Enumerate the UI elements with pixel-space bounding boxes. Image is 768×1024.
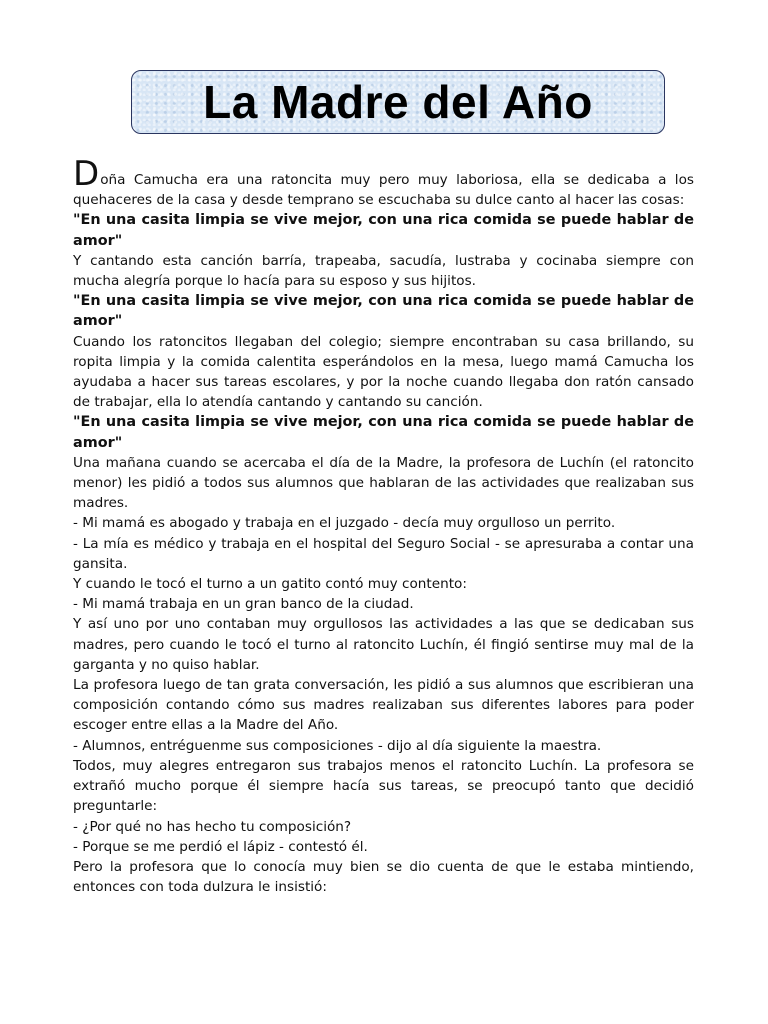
song-chorus: "En una casita limpia se vive mejor, con una rica comida se puede hablar de amor"	[73, 414, 694, 451]
dialogue-line: - Mi mamá trabaja en un gran banco de la ciudad.	[73, 596, 414, 613]
page-title: La Madre del Año	[203, 76, 593, 128]
paragraph: Y cuando le tocó el turno a un gatito contó muy contento:	[73, 576, 467, 593]
dialogue-line: - Mi mamá es abogado y trabaja en el juzgado - decía muy orgulloso un perrito.	[73, 515, 616, 532]
story-body	[73, 154, 694, 897]
dialogue-line: - ¿Por qué no has hecho tu composición?	[73, 818, 352, 835]
paragraph: La profesora luego de tan grata conversación, les pidió a sus alumnos que escribieran una composición contando cómo sus madres realizaban sus diferentes labores para poder escoger entre ellas a la Madre del Año.	[73, 677, 694, 734]
dialogue-line: - Alumnos, entréguenme sus composiciones - dijo al día siguiente la maestra.	[73, 737, 602, 754]
drop-cap: D	[73, 154, 100, 194]
song-chorus: "En una casita limpia se vive mejor, con una rica comida se puede hablar de amor"	[73, 212, 694, 249]
dialogue-line: - Porque se me perdió el lápiz - contestó él.	[73, 838, 368, 855]
paragraph: Pero la profesora que lo conocía muy bien se dio cuenta de que le estaba mintiendo, entonces con toda dulzura le insistió:	[73, 858, 694, 896]
paragraph: Una mañana cuando se acercaba el día de la Madre, la profesora de Luchín (el ratoncito menor) les pidió a todos sus alumnos que hablaran de las actividades que realizaban sus madres.	[73, 454, 694, 512]
paragraph: Y cantando esta canción barría, trapeaba, sacudía, lustraba y cocinaba siempre con mucha alegría porque lo hacía para su esposo y sus hijitos.	[73, 252, 694, 290]
title-banner	[131, 70, 665, 134]
paragraph: Todos, muy alegres entregaron sus trabajos menos el ratoncito Luchín. La profesora se extrañó mucho porque él siempre hacía sus tareas, se preocupó tanto que decidió preguntarle:	[73, 757, 694, 815]
paragraph: Y así uno por uno contaban muy orgullosos las actividades a las que se dedicaban sus madres, pero cuando le tocó el turno al ratoncito Luchín, él fingió sentirse muy mal de la garganta y no quiso hablar.	[73, 616, 694, 673]
paragraph-intro	[73, 154, 694, 210]
paragraph: Cuando los ratoncitos llegaban del colegio; siempre encontraban su casa brillando, su ropita limpia y la comida calentita esperándolos en la mesa, luego mamá Camucha los ayudaba a hacer sus tareas escolares, y por la noche cuando llegaba don ratón cansado de trabajar, ella lo atendía cantando y cantando su canción.	[73, 333, 694, 411]
paragraph-intro-text: oña Camucha era una ratoncita muy pero muy laboriosa, ella se dedicaba a los quehaceres de la casa y desde temprano se escuchaba su dulce canto al hacer las cosas:	[73, 172, 694, 209]
dialogue-line: - La mía es médico y trabaja en el hospital del Seguro Social - se apresuraba a contar una gansita.	[73, 535, 694, 572]
song-chorus: "En una casita limpia se vive mejor, con una rica comida se puede hablar de amor"	[73, 293, 694, 330]
